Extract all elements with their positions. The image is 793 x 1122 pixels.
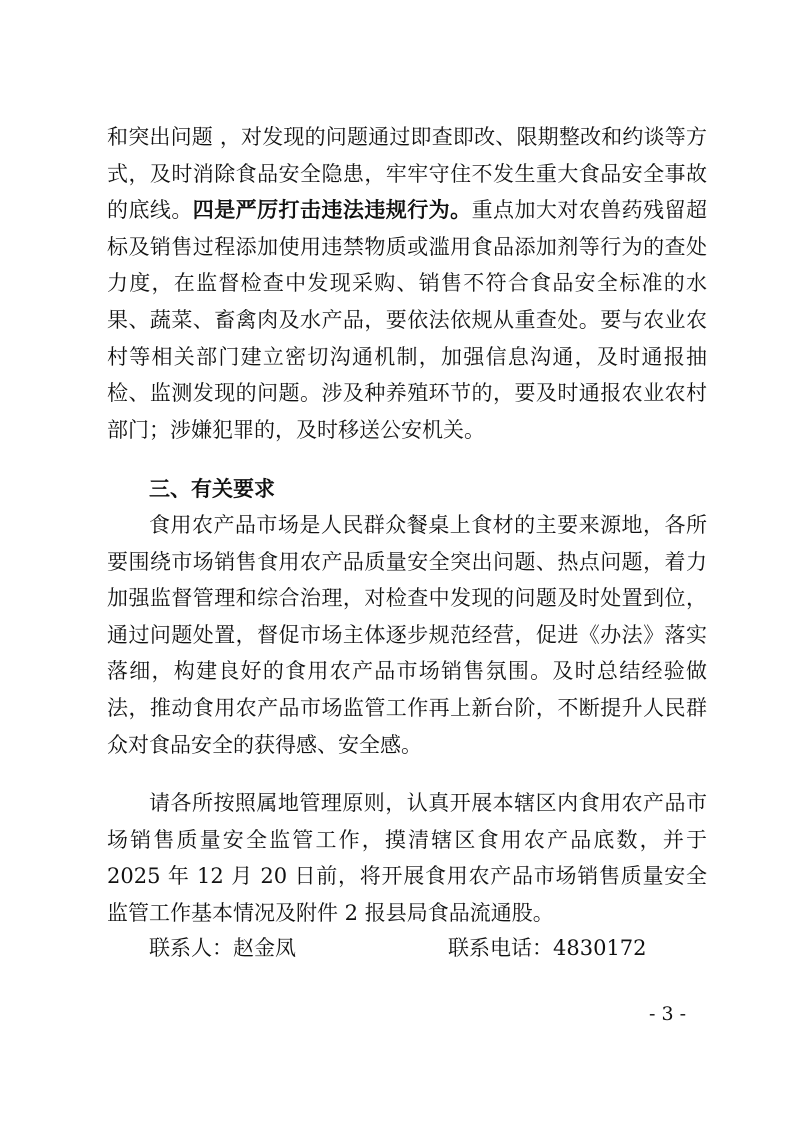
contact-phone: 联系电话：4830172: [448, 936, 647, 960]
paragraph-measures: [107, 119, 707, 448]
bold-point-four: 四是严厉打击违法违规行为。: [192, 198, 472, 223]
section-heading: 三、有关要求: [149, 477, 275, 501]
paragraph-requirements: 食用农产品市场是人民群众餐桌上食材的主要来源地，各所要围绕市场销售食用农产品质量安全突出问题、热点问题，着力加强监督管理和综合治理，对检查中发现的问题及时处置到位，通过问题处置，督促市场主体逐步规范经营，促进《办法》落实落细，构建良好的食用农产品市场销售氛围。及时总结经验做法，推动食用农产品市场监管工作再上新台阶，不断提升人民群众对食品安全的获得感、安全感。: [107, 513, 707, 757]
paragraph-text-start: 和突出问题 ，对发现的问题通过即查即改、限期整改和约谈等方式，及时消除食品安全隐患，牢牢守住不发生重大食品安全事故的底线。: [107, 125, 707, 223]
page-number: - 3 -: [649, 1003, 687, 1025]
paragraph-instructions: 请各所按照属地管理原则，认真开展本辖区内食用农产品市场销售质量安全监管工作，摸清辖区食用农产品底数，并于 2025 年 12 月 20 日前，将开展食用农产品市场销售质量安全监管工作基本情况及附件 2 报县局食品流通股。: [107, 791, 707, 925]
contact-person: 联系人：赵金凤: [149, 936, 296, 960]
paragraph-text-end: 重点加大对农兽药残留超标及销售过程添加使用违禁物质或滥用食品添加剂等行为的查处力度，在监督检查中发现采购、销售不符合食品安全标准的水果、蔬菜、畜禽肉及水产品，要依法依规从重查处。要与农业农村等相关部门建立密切沟通机制，加强信息沟通，及时通报抽检、监测发现的问题。涉及种养殖环节的，要及时通报农业农村部门；涉嫌犯罪的，及时移送公安机关。: [107, 198, 708, 442]
